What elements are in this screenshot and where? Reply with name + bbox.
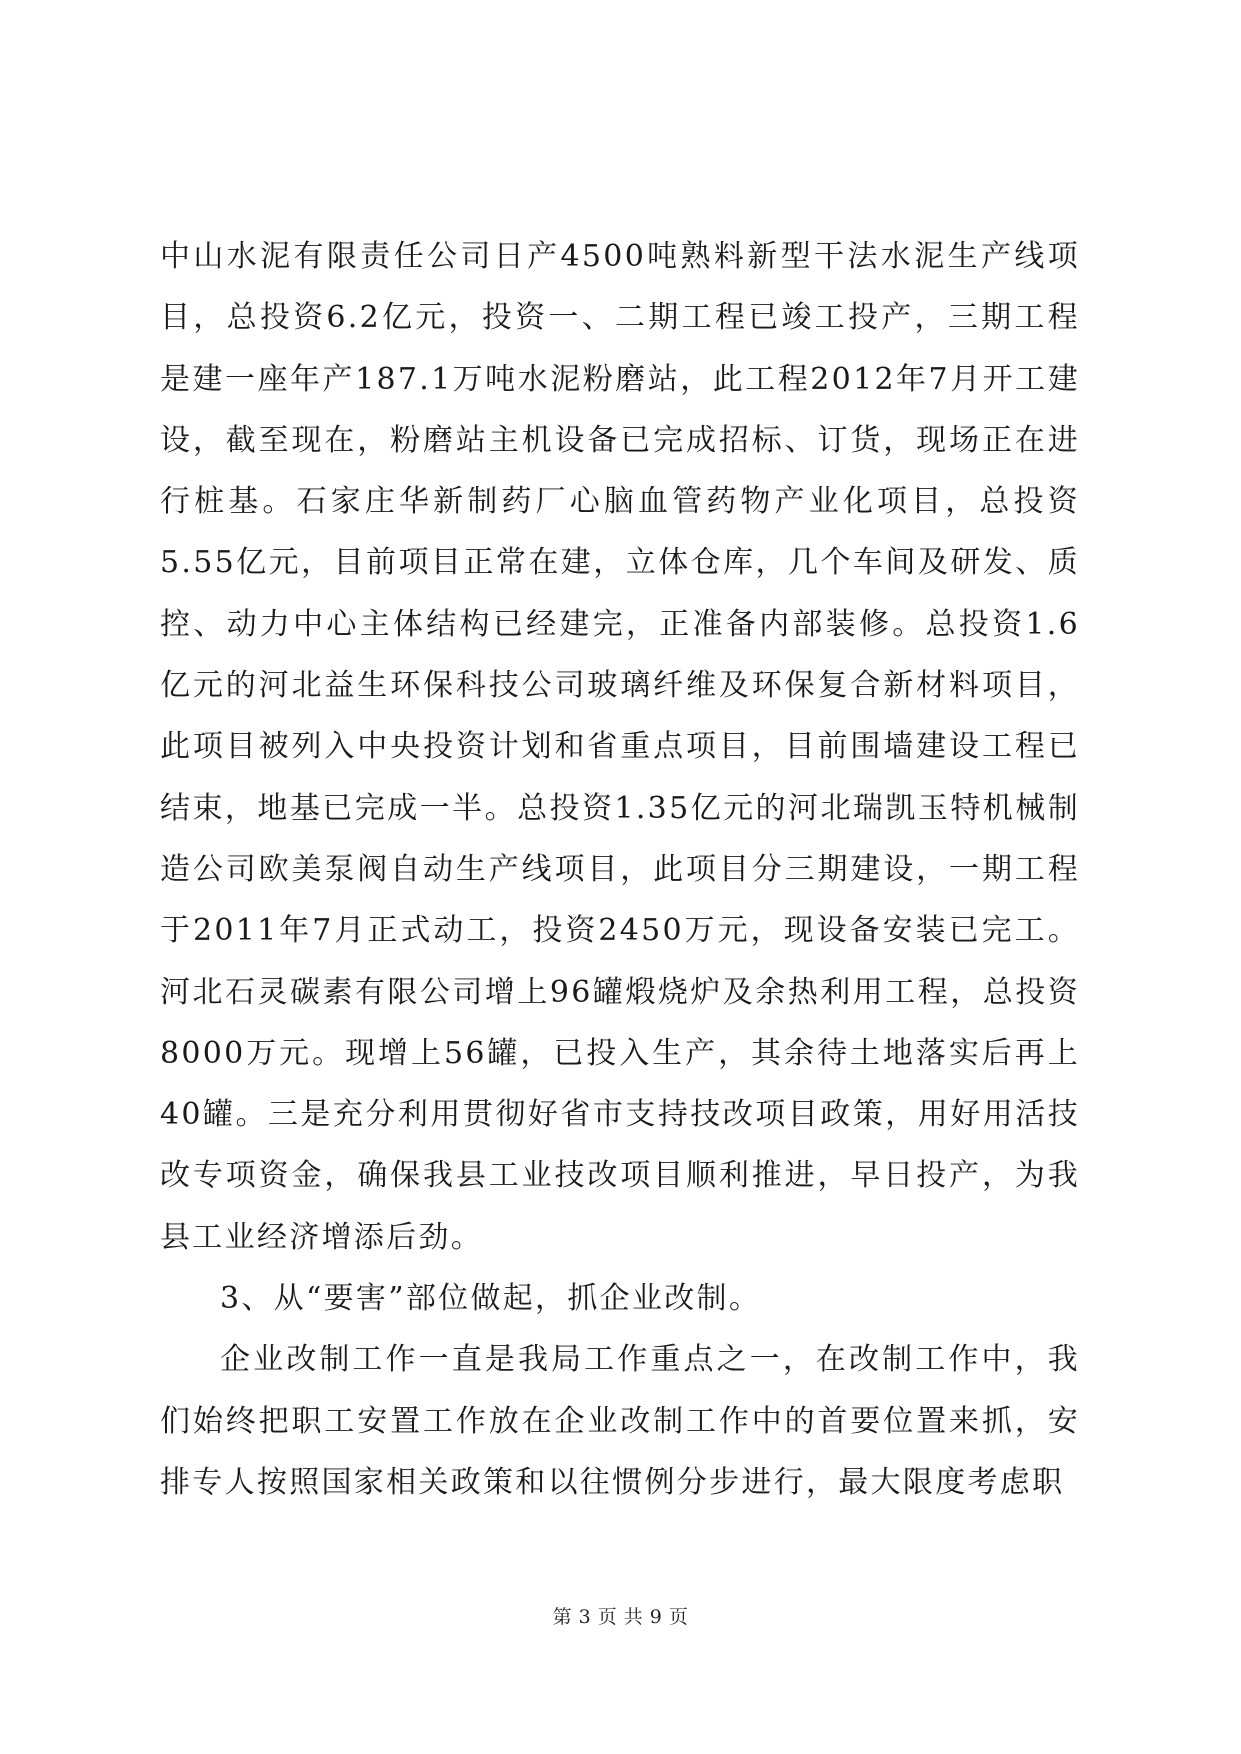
paragraph-project-progress: 中山水泥有限责任公司日产4500吨熟料新型干法水泥生产线项目，总投资6.2亿元，投资一、二期工程已竣工投产，三期工程是建一座年产187.1万吨水泥粉磨站，此工程2012年7月开工建设，截至现在，粉磨站主机设备已完成招标、订货，现场正在进行桩基。石家庄华新制药厂心脑血管药物产业化项目，总投资5.55亿元，目前项目正常在建，立体仓库，几个车间及研发、质控、动力中心主体结构已经建完，正准备内部装修。总投资1.6亿元的河北益生环保科技公司玻璃纤维及环保复合新材料项目，此项目被列入中央投资计划和省重点项目，目前围墙建设工程已结束，地基已完成一半。总投资1.35亿元的河北瑞凯玉特机械制造公司欧美泵阀自动生产线项目，此项目分三期建设，一期工程于2011年7月正式动工，投资2450万元，现设备安装已完工。河北石灵碳素有限公司增上96罐煅烧炉及余热利用工程，总投资8000万元。现增上56罐，已投入生产，其余待土地落实后再上40罐。三是充分利用贯彻好省市支持技改项目政策，用好用活技改专项资金，确保我县工业技改项目顺利推进，早日投产，为我县工业经济增添后劲。 (160, 239, 1080, 1255)
section-heading-enterprise-reform: 3、从“要害”部位做起，抓企业改制。 (220, 1281, 762, 1317)
document-body (160, 226, 1080, 1513)
page-footer: 第 3 页 共 9 页 (552, 1606, 689, 1628)
paragraph-enterprise-reform: 企业改制工作一直是我局工作重点之一，在改制工作中，我们始终把职工安置工作放在企业改制工作中的首要位置来抓，安排专人按照国家相关政策和以往惯例分步进行，最大限度考虑职 (160, 1342, 1080, 1500)
